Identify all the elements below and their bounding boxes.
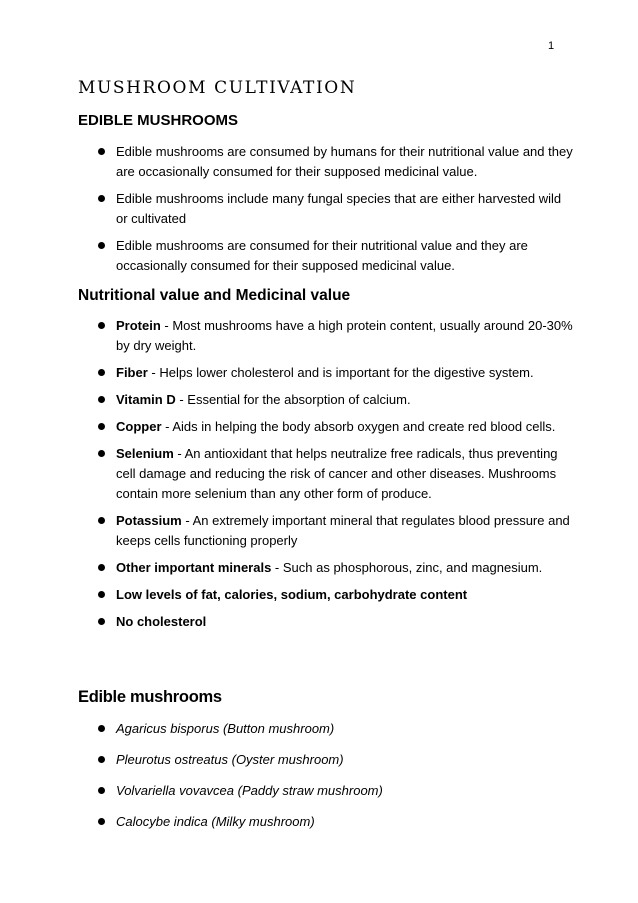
bullet-icon bbox=[98, 517, 105, 524]
bullet-icon bbox=[98, 423, 105, 430]
list-item: Pleurotus ostreatus (Oyster mushroom) bbox=[94, 750, 574, 770]
bullet-icon bbox=[98, 787, 105, 794]
edible-mushrooms-species-heading: Edible mushrooms bbox=[78, 688, 222, 706]
document-title: MUSHROOM CULTIVATION bbox=[78, 78, 357, 98]
nutrient-description: - Most mushrooms have a high protein content, usually around 20-30% by dry weight. bbox=[116, 318, 573, 353]
nutrient-term: Vitamin D bbox=[116, 392, 176, 407]
nutrient-term: No cholesterol bbox=[116, 614, 207, 629]
bullet-icon bbox=[98, 725, 105, 732]
list-item bbox=[94, 612, 574, 632]
list-item: Calocybe indica (Milky mushroom) bbox=[94, 812, 574, 832]
bullet-icon bbox=[98, 148, 105, 155]
bullet-icon bbox=[98, 396, 105, 403]
nutritional-value-heading: Nutritional value and Medicinal value bbox=[78, 287, 351, 304]
mushroom-species-list bbox=[94, 719, 574, 843]
list-item bbox=[94, 316, 574, 356]
list-item bbox=[94, 444, 574, 504]
bullet-icon bbox=[98, 322, 105, 329]
nutrient-description: - An extremely important mineral that regulates blood pressure and keeps cells functioning properly bbox=[116, 513, 570, 548]
bullet-icon bbox=[98, 195, 105, 202]
list-item: Agaricus bisporus (Button mushroom) bbox=[94, 719, 574, 739]
list-item bbox=[94, 363, 574, 383]
bullet-icon bbox=[98, 242, 105, 249]
nutrient-description: - Such as phosphorous, zinc, and magnesium. bbox=[271, 560, 543, 575]
nutrient-term: Protein bbox=[116, 318, 161, 333]
list-item bbox=[94, 558, 574, 578]
list-item: Edible mushrooms are consumed for their nutritional value and they are occasionally consumed for their supposed medicinal value. bbox=[94, 236, 574, 276]
nutritional-value-list bbox=[94, 316, 574, 639]
nutrient-description: - Essential for the absorption of calcium. bbox=[175, 392, 411, 407]
nutrient-term: Potassium bbox=[116, 513, 182, 528]
nutrient-term: Selenium bbox=[116, 446, 174, 461]
bullet-icon bbox=[98, 450, 105, 457]
bullet-icon bbox=[98, 591, 105, 598]
bullet-icon bbox=[98, 818, 105, 825]
nutrient-term: Copper bbox=[116, 419, 162, 434]
list-item bbox=[94, 585, 574, 605]
page-number: 1 bbox=[548, 40, 555, 52]
list-item bbox=[94, 390, 574, 410]
list-item: Volvariella vovavcea (Paddy straw mushroom) bbox=[94, 781, 574, 801]
list-item: Edible mushrooms are consumed by humans for their nutritional value and they are occasionally consumed for their supposed medicinal value. bbox=[94, 142, 574, 182]
list-item bbox=[94, 417, 574, 437]
bullet-icon bbox=[98, 618, 105, 625]
edible-mushrooms-heading: EDIBLE MUSHROOMS bbox=[78, 112, 239, 129]
bullet-icon bbox=[98, 564, 105, 571]
nutrient-description: - An antioxidant that helps neutralize free radicals, thus preventing cell damage and reducing the risk of cancer and other diseases. Mushrooms contain more selenium than any other form of produce. bbox=[116, 446, 558, 501]
nutrient-description: - Aids in helping the body absorb oxygen and create red blood cells. bbox=[161, 419, 556, 434]
list-item bbox=[94, 511, 574, 551]
nutrient-term: Fiber bbox=[116, 365, 148, 380]
nutrient-description: - Helps lower cholesterol and is important for the digestive system. bbox=[147, 365, 534, 380]
nutrient-term: Low levels of fat, calories, sodium, carbohydrate content bbox=[116, 587, 468, 602]
nutrient-term: Other important minerals bbox=[116, 560, 272, 575]
edible-mushrooms-list bbox=[94, 142, 574, 283]
bullet-icon bbox=[98, 369, 105, 376]
bullet-icon bbox=[98, 756, 105, 763]
list-item: Edible mushrooms include many fungal species that are either harvested wild or cultivated bbox=[94, 189, 574, 229]
